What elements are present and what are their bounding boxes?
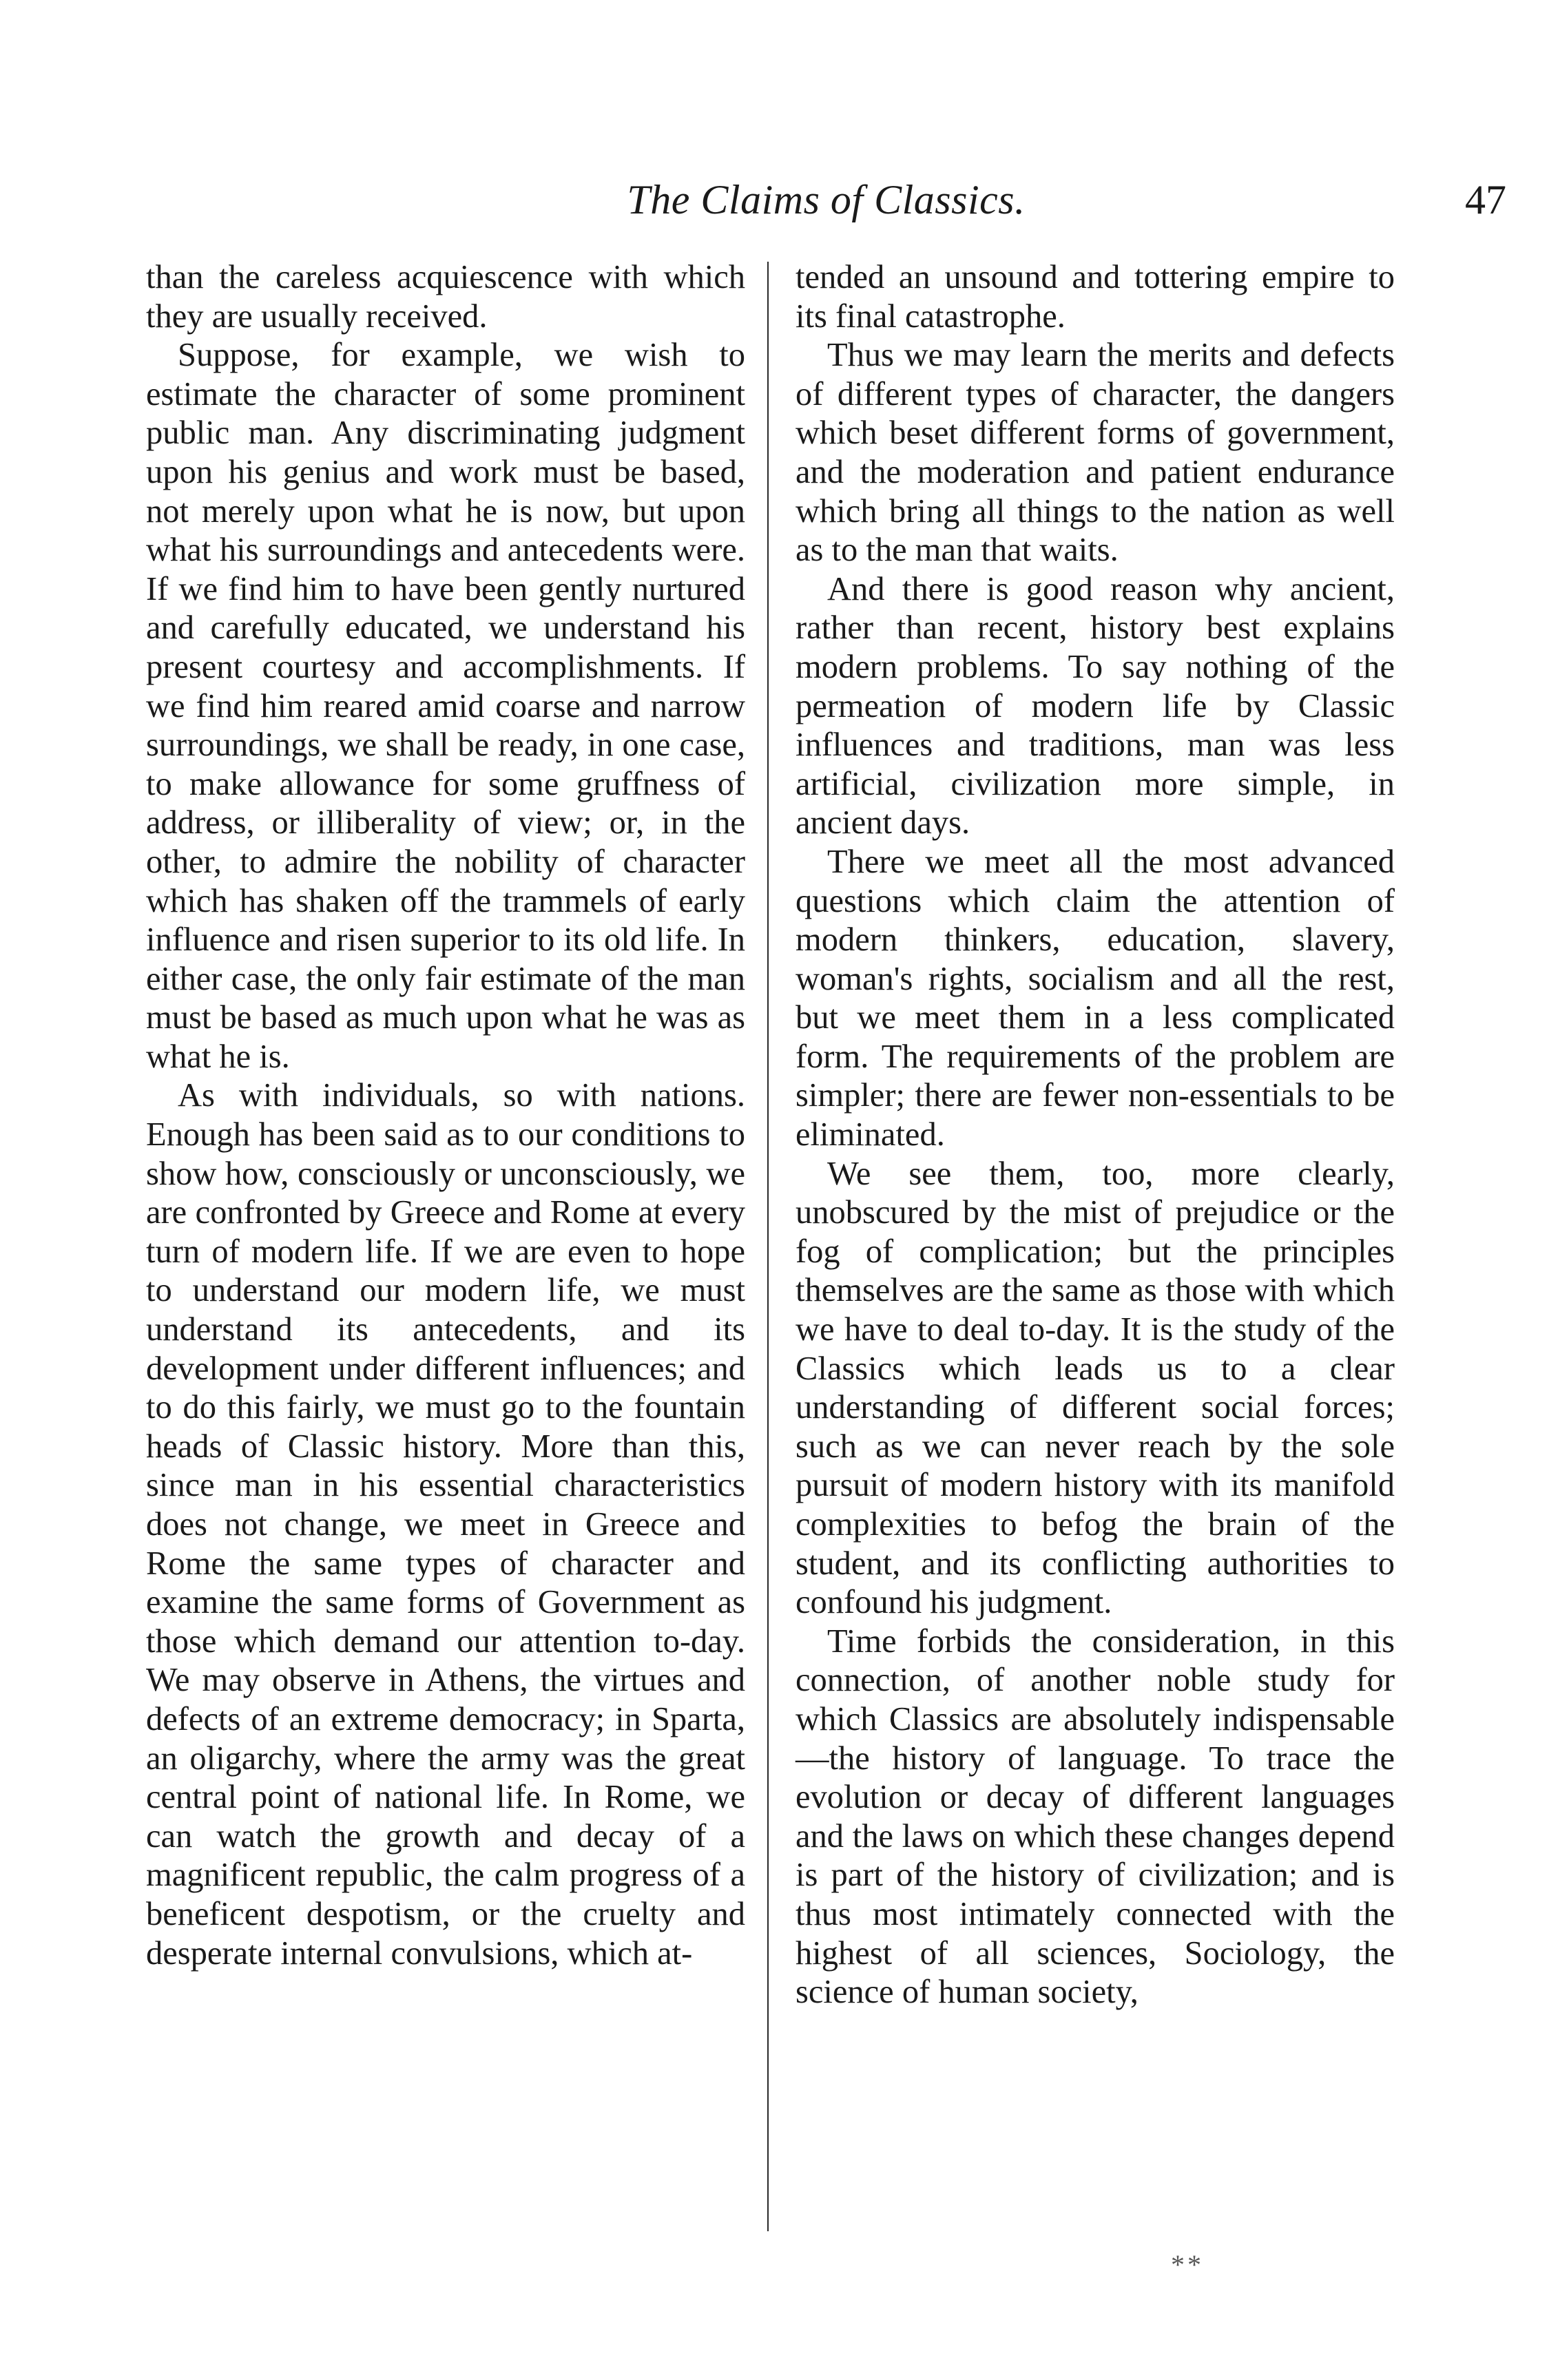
paragraph: Suppose, for example, we wish to estimate the character of some prominent public man. Any discriminating judgment upon his genius and work must be based, not merely upon what he is now, but upon what his surroundings and antecedents were. If we find him to have been gently nurtured and carefully educated, we understand his present courtesy and accomplishments. If we find him reared amid coarse and narrow surroundings, we shall be ready, in one case, to make allowance for some gruffness of address, or illiberality of view; or, in the other, to admire the nobility of character which has shaken off the trammels of early influence and risen superior to its old life. In either case, the only fair estimate of the man must be based as much upon what he was as what he is. bbox=[146, 337, 745, 1075]
page-number: 47 bbox=[1465, 177, 1506, 222]
paragraph: tended an unsound and tottering empire to its final catastrophe. bbox=[796, 259, 1395, 335]
paragraph: We see them, too, more clearly, unobscured by the mist of prejudice or the fog of complication; but the principles themselves are the same as those with which we have to deal to-day. It is the study of the Classics which leads us to a clear understanding of different social forces; such as we can never reach by the sole pursuit of modern history with its manifold complexities to befog the brain of the student, and its conflicting authorities to confound his judgment. bbox=[796, 1155, 1395, 1621]
footer-mark: ** bbox=[1171, 2249, 1204, 2280]
paragraph: There we meet all the most advanced questions which claim the attention of modern thinkers, education, slavery, woman's rights, socialism and all the rest, but we meet them in a less complicated form. The requirements of the problem are simpler; there are fewer non-essentials to be eliminated. bbox=[796, 843, 1395, 1154]
page-header bbox=[146, 169, 1506, 231]
paragraph: Thus we may learn the merits and defects of different types of character, the dangers which beset different forms of government, and the moderation and patient endurance which bring all things to the nation as well as to the man that waits. bbox=[796, 337, 1395, 569]
column-divider bbox=[767, 262, 769, 2231]
running-title: The Claims of Classics. bbox=[627, 177, 1026, 222]
paragraph: And there is good reason why ancient, rather than recent, history best explains modern problems. To say nothing of the permeation of modern life by Classic influences and traditions, man was less artificial, civilization more simple, in ancient days. bbox=[796, 570, 1395, 842]
left-column bbox=[146, 258, 745, 1973]
right-column bbox=[796, 258, 1395, 2012]
paragraph: than the careless acquiescence with which they are usually received. bbox=[146, 259, 745, 335]
paragraph: As with individuals, so with nations. Enough has been said as to our conditions to show how, consciously or unconsciously, we are confronted by Greece and Rome at every turn of modern life. If we are even to hope to understand our modern life, we must understand its antecedents, and its development under different influences; and to do this fairly, we must go to the fountain heads of Classic history. More than this, since man in his essential characteristics does not change, we meet in Greece and Rome the same types of character and examine the same forms of Government as those which demand our attention to-day. We may observe in Athens, the virtues and defects of an extreme democracy; in Sparta, an oligarchy, where the army was the great central point of national life. In Rome, we can watch the growth and decay of a magnificent republic, the calm progress of a beneficent despotism, or the cruelty and desperate internal convulsions, which at- bbox=[146, 1077, 745, 1972]
paragraph: Time forbids the consideration, in this connection, of another noble study for which Classics are absolutely indispensable—the history of language. To trace the evolution or decay of different languages and the laws on which these changes depend is part of the history of civilization; and is thus most intimately connected with the highest of all sciences, Sociology, the science of human society, bbox=[796, 1622, 1395, 2011]
